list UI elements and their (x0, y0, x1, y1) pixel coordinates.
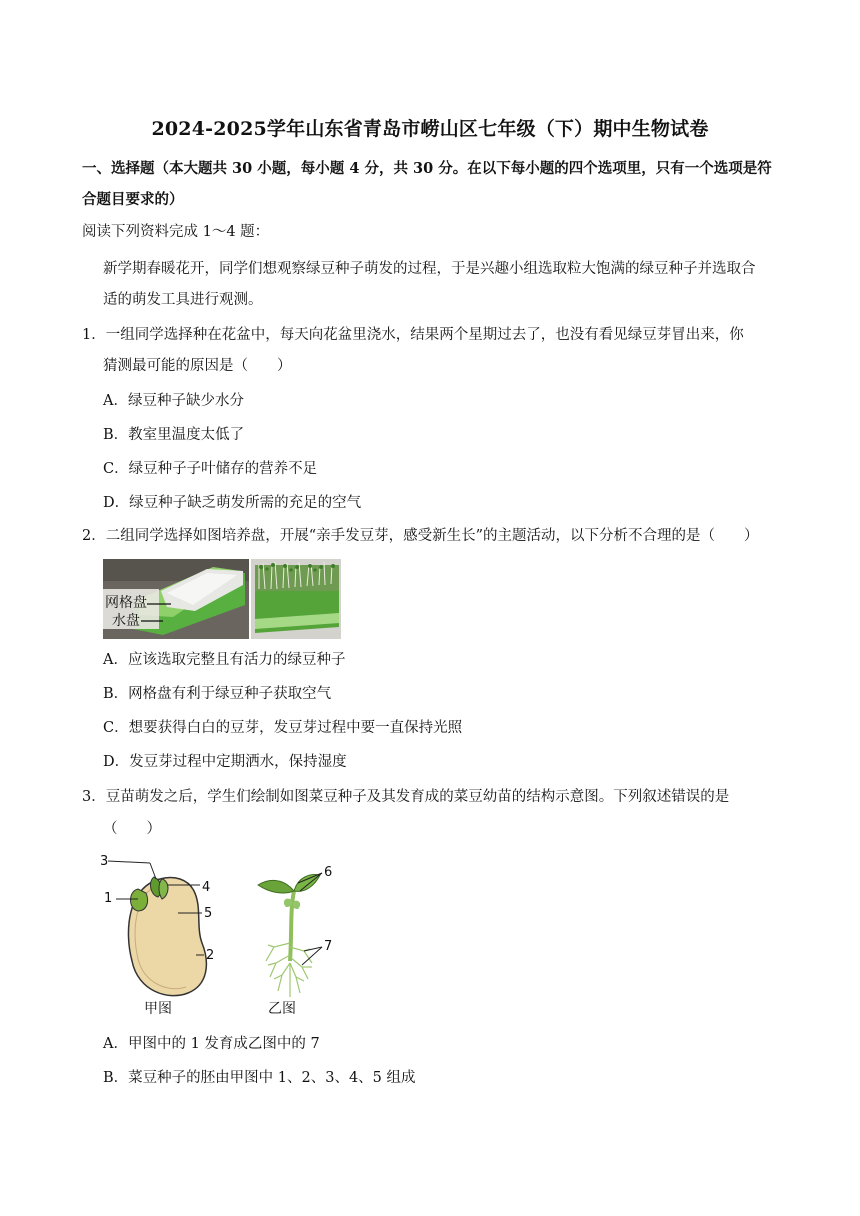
question-1-option-c: C．绿豆种子子叶储存的营养不足 (103, 461, 318, 477)
label-2: 2 (206, 948, 215, 963)
question-3-option-a: A．甲图中的 1 发育成乙图中的 7 (103, 1036, 320, 1052)
question-3-stem-cont: （ ） (103, 821, 161, 837)
label-6: 6 (324, 865, 333, 880)
question-2-option-b: B．网格盘有利于绿豆种子获取空气 (103, 686, 332, 702)
section-heading-cont: 合题目要求的） (82, 191, 184, 208)
sprouting-tray-figure (103, 559, 341, 639)
label-4: 4 (202, 880, 211, 895)
page-title: 2024-2025学年山东省青岛市崂山区七年级（下）期中生物试卷 (151, 118, 709, 140)
question-1-option-a: A．绿豆种子缺少水分 (103, 393, 244, 409)
label-5: 5 (204, 906, 213, 921)
question-2-option-c: C．想要获得白白的豆芽，发豆芽过程中要一直保持光照 (103, 720, 463, 736)
question-1-stem-cont: 猜测最可能的原因是（ ） (103, 358, 292, 374)
question-1-option-d: D．绿豆种子缺乏萌发所需的充足的空气 (103, 495, 362, 511)
label-7: 7 (324, 939, 333, 954)
figure-jia-caption: 甲图 (144, 1001, 172, 1017)
material-text-cont: 适的萌发工具进行观测。 (103, 292, 263, 308)
question-3-stem: 3．豆苗萌发之后，学生们绘制如图菜豆种子及其发育成的菜豆幼苗的结构示意图。下列叙述错误的是 (82, 789, 730, 805)
bean-seed-seedling-figure (98, 851, 348, 1021)
bean-seed-diagram (98, 851, 348, 1021)
question-2-option-a: A．应该选取完整且有活力的绿豆种子 (103, 652, 346, 668)
question-3-option-b: B．菜豆种子的胚由甲图中 1、2、3、4、5 组成 (103, 1070, 416, 1086)
label-1: 1 (104, 891, 113, 906)
question-2-option-d: D．发豆芽过程中定期洒水，保持湿度 (103, 754, 347, 770)
label-3: 3 (100, 854, 109, 869)
question-2-stem: 2．二组同学选择如图培养盘，开展“亲手发豆芽，感受新生长”的主题活动，以下分析不合理的是（ ） (82, 528, 759, 544)
question-1-stem: 1．一组同学选择种在花盆中，每天向花盆里浇水，结果两个星期过去了，也没有看见绿豆芽冒出来，你 (82, 327, 744, 343)
water-tray-label: 水盘 (112, 613, 140, 629)
figure-yi-caption: 乙图 (268, 1001, 296, 1017)
question-1-option-b: B．教室里温度太低了 (103, 427, 245, 443)
material-text: 新学期春暖花开，同学们想观察绿豆种子萌发的过程，于是兴趣小组选取粒大饱满的绿豆种子并选取合 (103, 261, 756, 277)
section-heading: 一、选择题（本大题共 30 小题，每小题 4 分，共 30 分。在以下每小题的四个选项里，只有一个选项是符 (82, 160, 772, 177)
reading-intro: 阅读下列资料完成 1～4 题： (82, 224, 270, 240)
grid-tray-label: 网格盘 (105, 595, 147, 611)
